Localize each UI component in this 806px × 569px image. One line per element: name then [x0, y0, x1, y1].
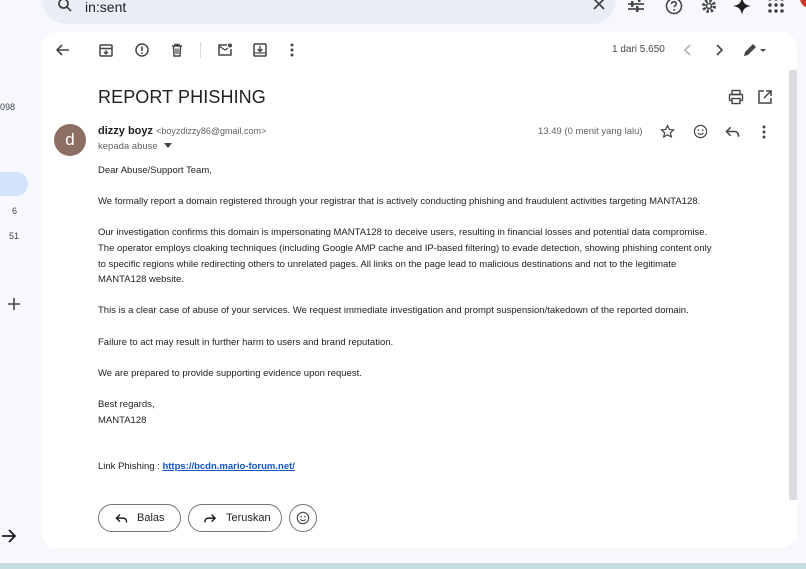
- search-options-icon[interactable]: [627, 0, 645, 13]
- search-bar[interactable]: [42, 0, 616, 24]
- reply-button[interactable]: [98, 504, 181, 532]
- body-line: The operator employs cloaking techniques (including Google AMP cache and IP-based filtering) to evade detection, showing phishing content only: [98, 242, 712, 254]
- body-paragraph: Failure to act may result in further harm to users and brand reputation.: [98, 336, 394, 348]
- avatar[interactable]: d: [54, 124, 86, 156]
- chevron-left-icon[interactable]: [681, 42, 697, 58]
- recipient: kepada abuse: [98, 141, 158, 152]
- account-avatar[interactable]: [800, 0, 806, 8]
- body-line: MANTA128 website.: [98, 274, 184, 286]
- arrow-right-icon[interactable]: [1, 529, 17, 543]
- nav-selected-item[interactable]: [0, 172, 28, 196]
- pager-text: 1 dari 5.650: [612, 44, 665, 55]
- archive-icon[interactable]: [98, 42, 114, 58]
- more-vert-icon[interactable]: [284, 42, 300, 58]
- body-closing: Best regards,: [98, 398, 155, 410]
- clear-search-icon[interactable]: [592, 0, 606, 11]
- forward-button[interactable]: [188, 504, 282, 532]
- sender-email: <boyzdizzy86@gmail.com>: [156, 126, 267, 136]
- body-paragraph: We formally report a domain registered through your registrar that is actively conducting phishing and fraudulent activities targeting MANTA128.: [98, 196, 701, 208]
- reply-label: Balas: [137, 512, 165, 524]
- body-greeting: Dear Abuse/Support Team,: [98, 165, 212, 176]
- plus-icon[interactable]: [7, 297, 21, 311]
- body-paragraph: This is a clear case of abuse of your services. We request immediate investigation and prompt suspension/takedown of the reported domain.: [98, 305, 689, 317]
- reply-icon[interactable]: [725, 125, 740, 139]
- reply-icon: [115, 513, 128, 524]
- search-input[interactable]: in:sent: [85, 0, 127, 15]
- chevron-right-icon[interactable]: [712, 42, 728, 58]
- sender-name: dizzy boyz: [98, 125, 154, 137]
- recipient-line[interactable]: [98, 141, 172, 152]
- sender-line: [98, 125, 266, 137]
- apps-grid-icon[interactable]: [768, 0, 784, 13]
- more-vert-icon[interactable]: [756, 124, 772, 140]
- print-icon[interactable]: [728, 89, 744, 105]
- link-label: Link Phishing :: [98, 461, 163, 473]
- body-line: Our investigation confirms this domain is impersonating MANTA128 to deceive users, resulting in financial losses and potential data compromise.: [98, 227, 708, 239]
- taskbar-edge: [0, 563, 806, 569]
- timestamp: 13.49 (0 menit yang lalu): [538, 126, 643, 137]
- pen-icon[interactable]: [742, 42, 768, 58]
- scrollbar[interactable]: [789, 70, 797, 500]
- body-signature: MANTA128: [98, 414, 147, 426]
- emoji-icon: [296, 511, 310, 525]
- emoji-reaction-button[interactable]: [289, 504, 317, 532]
- body-line: to specific regions while redirecting others to unrelated pages. All links on the page lead to malicious destinations and not to the legitimate: [98, 258, 677, 270]
- move-to-icon[interactable]: [252, 42, 268, 58]
- chevron-down-icon[interactable]: [164, 143, 172, 149]
- search-icon[interactable]: [56, 0, 74, 14]
- phishing-link-line: [98, 459, 782, 475]
- nav-count: 6: [12, 206, 18, 216]
- mark-unread-icon[interactable]: [217, 42, 233, 58]
- delete-icon[interactable]: [169, 42, 185, 58]
- report-spam-icon[interactable]: [134, 42, 150, 58]
- back-arrow-icon[interactable]: [55, 42, 71, 58]
- nav-count: 51: [9, 231, 20, 241]
- gemini-icon[interactable]: [733, 0, 751, 15]
- star-icon[interactable]: [660, 124, 675, 139]
- nav-count: 098: [0, 102, 16, 112]
- email-subject: REPORT PHISHING: [98, 87, 266, 107]
- email-body: [98, 163, 782, 475]
- emoji-icon[interactable]: [693, 124, 708, 139]
- open-new-window-icon[interactable]: [757, 89, 773, 105]
- forward-icon: [203, 513, 217, 524]
- phishing-link[interactable]: https://bcdn.mario-forum.net/: [162, 461, 295, 473]
- settings-icon[interactable]: [700, 0, 718, 15]
- help-icon[interactable]: [665, 0, 683, 15]
- body-paragraph: We are prepared to provide supporting evidence upon request.: [98, 367, 362, 379]
- forward-label: Teruskan: [226, 512, 271, 524]
